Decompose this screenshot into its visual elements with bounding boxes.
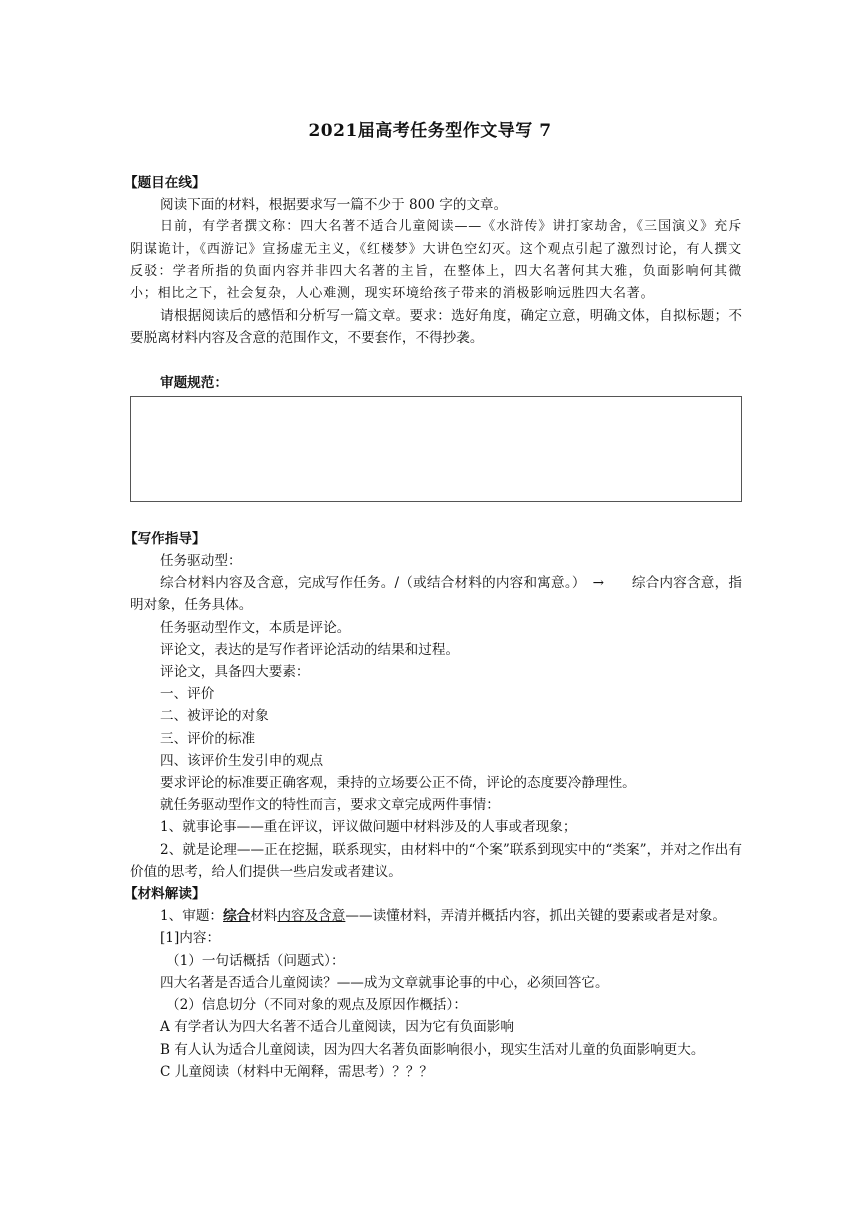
review-label: 审题规范：: [160, 374, 228, 391]
viewpoint-c: C 儿童阅读（材料中无阐释，需思考）？？？: [160, 1063, 434, 1080]
guidance-line: 要求评论的标准要正确客观，秉持的立场要公正不倚，评论的态度要冷静理性。: [160, 775, 636, 792]
viewpoint-a: A 有学者认为四大名著不适合儿童阅读，因为它有负面影响: [160, 1019, 514, 1036]
viewpoint-b: B 有人认为适合儿童阅读，因为四大名著负面影响很小，现实生活对儿童的负面影响更大。: [160, 1041, 705, 1058]
summary-label: （1）一句话概括（问题式）：: [166, 952, 345, 969]
document-body: [124, 172, 742, 1083]
document-title: 2021届高考任务型作文导写 7: [308, 121, 552, 141]
prompt-material: 日前，有学者撰文称：四大名著不适合儿童阅读——《水浒传》讲打家劫舍，《三国演义》充斥阴谋诡计，《西游记》宣扬虚无主义，《红楼梦》大讲色空幻灭。这个观点引起了激烈讨论，有人撰文反驳：学者所指的负面内容并非四大名著的主旨，在整体上，四大名著何其大雅，负面影响何其微小；相比之下，社会复杂，人心难测，现实环境给孩子带来的消极影响远胜四大名著。: [130, 219, 742, 302]
guidance-line: 任务驱动型：: [160, 553, 242, 570]
split-label: （2）信息切分（不同对象的观点及原因作概括）：: [166, 997, 467, 1014]
summary-text: 四大名著是否适合儿童阅读？——成为文章就事论事的中心，必须回答它。: [160, 974, 609, 991]
section-heading-material: 【材料解读】: [124, 886, 206, 903]
section-heading-guidance: 【写作指导】: [124, 530, 206, 547]
analysis-rest: ——读懂材料，弄清并概括内容，抓出关键的要素或者是对象。: [345, 908, 726, 925]
guidance-line: 四、该评价生发引申的观点: [160, 752, 324, 769]
guidance-line: 三、评价的标准: [160, 730, 256, 747]
review-answer-box: [130, 396, 742, 502]
section-heading-topic: 【题目在线】: [124, 175, 206, 191]
analysis-keyword-bold: 综合: [223, 908, 251, 925]
analysis-keyword-underlined: 内容及含意: [277, 908, 346, 925]
analysis-step-1: [130, 905, 742, 927]
guidance-line: 就任务驱动型作文的特性而言，要求文章完成两件事情：: [160, 797, 500, 814]
guidance-line: 一、评价: [160, 686, 215, 703]
prompt-intro: 阅读下面的材料，根据要求写一篇不少于 800 字的文章。: [160, 197, 508, 214]
prompt-requirement: 请根据阅读后的感悟和分析写一篇文章。要求：选好角度，确定立意，明确文体，自拟标题；不要脱离材料内容及含意的范围作文，不要套作，不得抄袭。: [130, 308, 742, 347]
analysis-mid: 材料: [250, 908, 278, 925]
guidance-line: 2、就是论理——正在挖掘，联系现实，由材料中的“个案”联系到现实中的“类案”，并对之作出有价值的思考，给人们提供一些启发或者建议。: [130, 841, 742, 880]
guidance-line: 二、被评论的对象: [160, 708, 269, 725]
guidance-line: 评论文，表达的是写作者评论活动的结果和过程。: [160, 641, 460, 658]
guidance-line: 综合材料内容及含意，完成写作任务。/（或结合材料的内容和寓意。） → 综合内容含意，指明对象，任务具体。: [130, 575, 742, 614]
guidance-line: 评论文，具备四大要素：: [160, 664, 310, 681]
content-label: [1]内容：: [160, 930, 221, 947]
analysis-prefix: 1、审题：: [160, 908, 224, 925]
guidance-line: 任务驱动型作文，本质是评论。: [160, 619, 351, 636]
guidance-line: 1、就事论事——重在评议，评议做问题中材料涉及的人事或者现象；: [160, 819, 577, 836]
